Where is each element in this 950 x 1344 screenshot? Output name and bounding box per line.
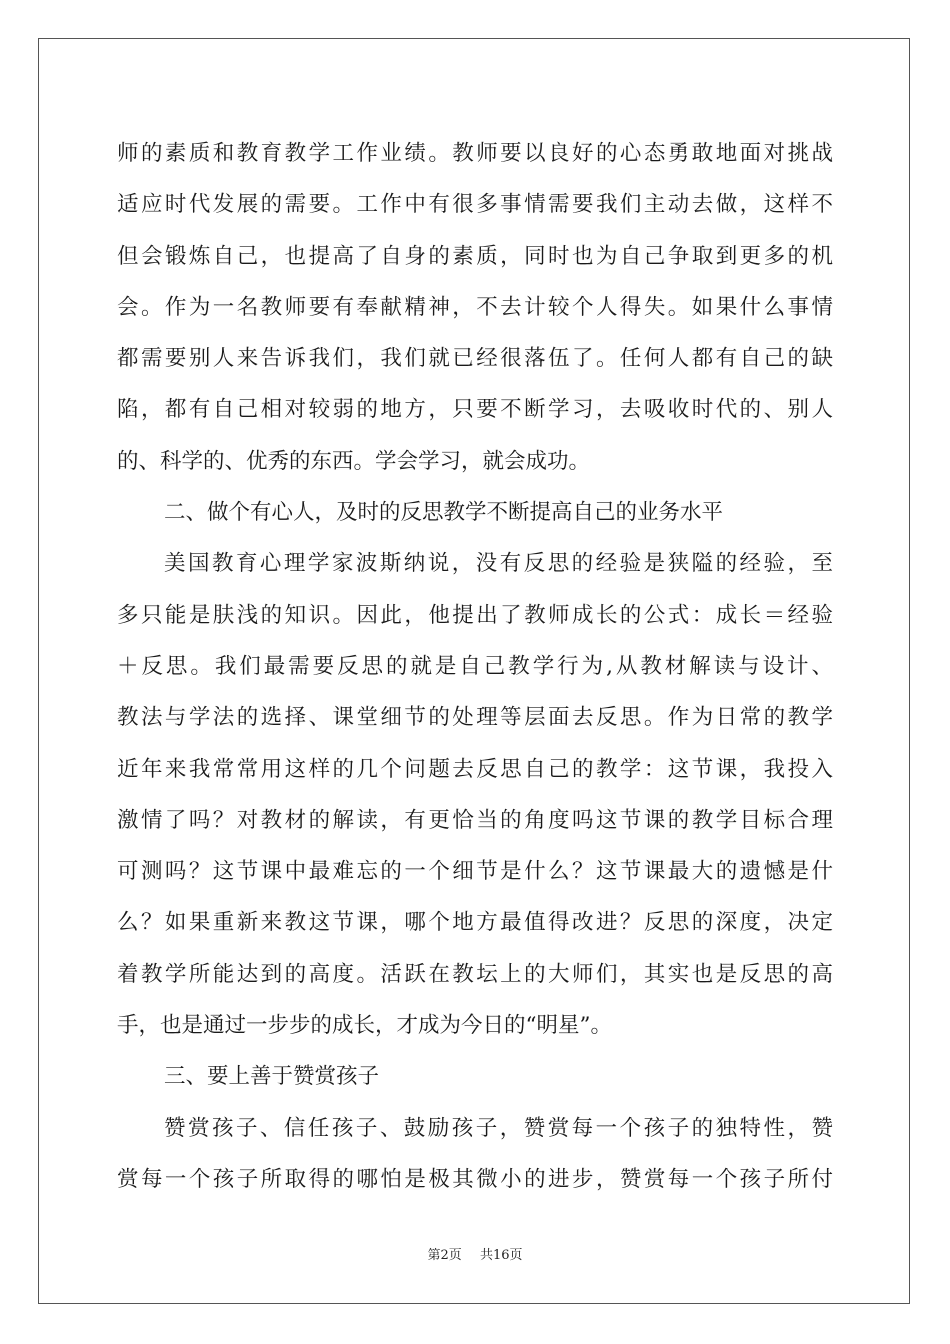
text-line: 多只能是肤浅的知识。因此，他提出了教师成长的公式：成长＝经验 bbox=[117, 602, 833, 628]
text-line: 近年来我常常用这样的几个问题去反思自己的教学：这节课，我投入 bbox=[117, 756, 833, 782]
text-line: 赏每一个孩子所取得的哪怕是极其微小的进步，赞赏每一个孩子所付 bbox=[117, 1166, 833, 1192]
text-line: 的、科学的、优秀的东西。学会学习，就会成功。 bbox=[117, 448, 591, 474]
page-total: 共16页 bbox=[479, 1248, 523, 1263]
document-body bbox=[117, 128, 833, 1205]
text-line: 会。作为一名教师要有奉献精神，不去计较个人得失。如果什么事情 bbox=[117, 294, 833, 320]
text-line: 赞赏孩子、信任孩子、鼓励孩子，赞赏每一个孩子的独特性，赞 bbox=[164, 1115, 833, 1141]
page-number: 第2页 bbox=[427, 1248, 462, 1263]
text-line: 美国教育心理学家波斯纳说，没有反思的经验是狭隘的经验，至 bbox=[164, 551, 833, 577]
text-line: 师的素质和教育教学工作业绩。教师要以良好的心态勇敢地面对挑战 bbox=[117, 141, 833, 166]
text-line: 可测吗？这节课中最难忘的一个细节是什么？这节课最大的遗憾是什 bbox=[117, 859, 833, 885]
text-line: 都需要别人来告诉我们，我们就已经很落伍了。任何人都有自己的缺 bbox=[117, 346, 833, 372]
text-line: 着教学所能达到的高度。活跃在教坛上的大师们，其实也是反思的高 bbox=[117, 961, 833, 987]
text-line: 陷，都有自己相对较弱的地方，只要不断学习，去吸收时代的、别人 bbox=[117, 397, 833, 423]
text-line: 三、要上善于赞赏孩子 bbox=[164, 1064, 380, 1090]
text-line: ＋反思。我们最需要反思的就是自己教学行为,从教材解读与设计、 bbox=[117, 653, 833, 679]
text-line: 教法与学法的选择、课堂细节的处理等层面去反思。作为日常的教学 bbox=[117, 705, 833, 731]
text-line: 激情了吗？对教材的解读，有更恰当的角度吗这节课的教学目标合理 bbox=[117, 807, 833, 833]
text-line: 二、做个有心人，及时的反思教学不断提高自己的业务水平 bbox=[164, 500, 724, 526]
page-footer bbox=[0, 1244, 950, 1263]
text-line: 适应时代发展的需要。工作中有很多事情需要我们主动去做，这样不 bbox=[117, 192, 833, 218]
text-line: 手，也是通过一步步的成长，才成为今日的“明星”。 bbox=[117, 1013, 612, 1039]
text-line: 但会锻炼自己，也提高了自身的素质，同时也为自己争取到更多的机 bbox=[117, 243, 833, 269]
text-line: 么？如果重新来教这节课，哪个地方最值得改进？反思的深度，决定 bbox=[117, 910, 833, 936]
